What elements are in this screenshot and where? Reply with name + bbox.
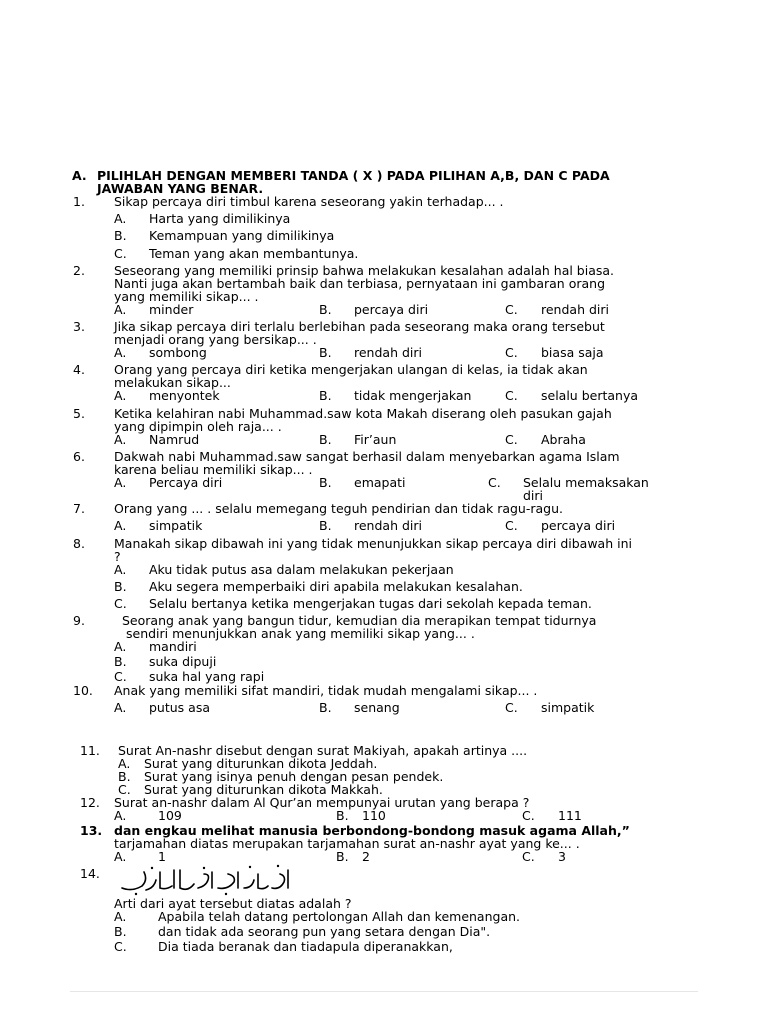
option-label: C.	[522, 849, 535, 864]
section-instruction: PILIHLAH DENGAN MEMBERI TANDA ( X ) PADA PILIHAN A,B, DAN C PADA	[97, 168, 610, 183]
option-text: putus asa	[149, 700, 210, 715]
option-text: emapati	[354, 475, 406, 490]
option-text: selalu bertanya	[541, 388, 639, 403]
option-label: A.	[114, 345, 127, 360]
option-text: percaya diri	[541, 518, 616, 533]
option-label: C.	[488, 475, 501, 490]
question-text: Orang yang ... . selalu memegang teguh pendirian dan tidak ragu-ragu.	[114, 501, 563, 516]
option-text: Surat yang isinya penuh dengan pesan pendek.	[144, 769, 444, 784]
option-text: Fir’aun	[354, 432, 397, 447]
question-number: 4.	[73, 362, 85, 377]
option-label: B.	[114, 228, 127, 243]
option-label: C.	[114, 596, 127, 611]
question-text: tarjamahan diatas merupakan tarjamahan surat an-nashr ayat yang ke... .	[114, 836, 580, 851]
option-label: A.	[114, 211, 127, 226]
option-label: B.	[114, 579, 127, 594]
option-label: A.	[114, 388, 127, 403]
option-label: B.	[336, 849, 349, 864]
option-label: C.	[505, 302, 518, 317]
option-label: A.	[114, 475, 127, 490]
option-label: A.	[118, 756, 131, 771]
question-text: Manakah sikap dibawah ini yang tidak menunjukkan sikap percaya diri dibawah ini	[114, 536, 632, 551]
option-text: mandiri	[149, 639, 197, 654]
option-text: Namrud	[149, 432, 200, 447]
question-text: sendiri menunjukkan anak yang memiliki sikap yang... .	[126, 626, 475, 641]
option-text: Apabila telah datang pertolongan Allah dan kemenangan.	[158, 909, 520, 924]
option-label: A.	[114, 700, 127, 715]
option-text: simpatik	[149, 518, 203, 533]
option-text: suka dipuji	[149, 654, 217, 669]
option-label: A.	[114, 849, 127, 864]
option-label: C.	[118, 782, 131, 797]
question-text: Jika sikap percaya diri terlalu berlebihan pada seseorang maka orang tersebut	[114, 319, 605, 334]
option-text: 1	[158, 849, 166, 864]
question-text: menjadi orang yang bersikap... .	[114, 332, 317, 347]
question-number: 14.	[80, 866, 100, 881]
option-label: A.	[114, 639, 127, 654]
option-label: B.	[319, 432, 332, 447]
question-number: 7.	[73, 501, 85, 516]
option-text: biasa saja	[541, 345, 604, 360]
option-label: A.	[114, 518, 127, 533]
option-label: B.	[319, 345, 332, 360]
question-text: Ketika kelahiran nabi Muhammad.saw kota Makah diserang oleh pasukan gajah	[114, 406, 612, 421]
option-text: 110	[362, 808, 386, 823]
option-label: C.	[505, 388, 518, 403]
option-text: Aku tidak putus asa dalam melakukan pekerjaan	[149, 562, 454, 577]
question-text: ?	[114, 549, 121, 564]
option-text: Abraha	[541, 432, 586, 447]
question-number: 9.	[73, 613, 85, 628]
option-text: tidak mengerjakan	[354, 388, 472, 403]
question-number: 3.	[73, 319, 85, 334]
option-label: C.	[114, 939, 127, 954]
option-label: A.	[114, 808, 127, 823]
option-text: Selalu bertanya ketika mengerjakan tugas dari sekolah kepada teman.	[149, 596, 592, 611]
option-label: B.	[114, 924, 127, 939]
question-text: Surat an-nashr dalam Al Qur’an mempunyai urutan yang berapa ?	[114, 795, 530, 810]
option-text: simpatik	[541, 700, 595, 715]
option-text: percaya diri	[354, 302, 429, 317]
question-number: 2.	[73, 263, 85, 278]
option-label: B.	[319, 475, 332, 490]
option-label: B.	[319, 302, 332, 317]
section-instruction-cont: JAWABAN YANG BENAR.	[97, 181, 264, 196]
question-text: Surat An-nashr disebut dengan surat Makiyah, apakah artinya ....	[118, 743, 528, 758]
option-text: Harta yang dimilikinya	[149, 211, 291, 226]
question-number: 11.	[80, 743, 100, 758]
option-label: C.	[505, 518, 518, 533]
option-text: Teman yang akan membantunya.	[149, 246, 359, 261]
option-text: Dia tiada beranak dan tiadapula diperanakkan,	[158, 939, 453, 954]
option-label: B.	[336, 808, 349, 823]
question-text: Seseorang yang memiliki prinsip bahwa melakukan kesalahan adalah hal biasa.	[114, 263, 615, 278]
option-text: Percaya diri	[149, 475, 223, 490]
question-text: karena beliau memiliki sikap... .	[114, 462, 313, 477]
question-text: Nanti juga akan bertambah baik dan terbiasa, pernyataan ini gambaran orang	[114, 276, 606, 291]
option-label: C.	[114, 246, 127, 261]
arabic-verse-image	[116, 862, 296, 898]
question-text: Sikap percaya diri timbul karena seseorang yakin terhadap... .	[114, 194, 504, 209]
option-label: C.	[505, 700, 518, 715]
question-number: 10.	[73, 683, 93, 698]
option-text: rendah diri	[541, 302, 609, 317]
option-text: sombong	[149, 345, 207, 360]
option-text: Surat yang diturunkan dikota Jeddah.	[144, 756, 378, 771]
option-text: 111	[558, 808, 582, 823]
option-text: Kemampuan yang dimilikinya	[149, 228, 335, 243]
option-text: 2	[362, 849, 370, 864]
question-text: Seorang anak yang bangun tidur, kemudian dia merapikan tempat tidurnya	[122, 613, 597, 628]
option-text: Aku segera memperbaiki diri apabila melakukan kesalahan.	[149, 579, 523, 594]
option-label: B.	[319, 700, 332, 715]
section-letter: A.	[72, 168, 87, 183]
option-text: diri	[523, 488, 544, 503]
question-text: Arti dari ayat tersebut diatas adalah ?	[114, 896, 352, 911]
question-number: 1.	[73, 194, 85, 209]
option-text: menyontek	[149, 388, 220, 403]
question-text: yang memiliki sikap... .	[114, 289, 259, 304]
option-label: B.	[118, 769, 131, 784]
option-text: suka hal yang rapi	[149, 669, 265, 684]
question-text: Dakwah nabi Muhammad.saw sangat berhasil dalam menyebarkan agama Islam	[114, 449, 620, 464]
option-label: A.	[114, 562, 127, 577]
option-label: A.	[114, 909, 127, 924]
question-text: dan engkau melihat manusia berbondong-bondong masuk agama Allah,”	[114, 823, 630, 838]
question-text: Anak yang memiliki sifat mandiri, tidak mudah mengalami sikap... .	[114, 683, 538, 698]
option-text: rendah diri	[354, 518, 422, 533]
option-label: A.	[114, 302, 127, 317]
option-label: B.	[319, 388, 332, 403]
question-text: Orang yang percaya diri ketika mengerjakan ulangan di kelas, ia tidak akan	[114, 362, 588, 377]
option-label: C.	[505, 345, 518, 360]
option-label: C.	[505, 432, 518, 447]
page-divider	[70, 991, 698, 992]
option-label: A.	[114, 432, 127, 447]
option-text: Selalu memaksakan	[523, 475, 649, 490]
option-text: senang	[354, 700, 400, 715]
question-number: 6.	[73, 449, 85, 464]
option-label: C.	[522, 808, 535, 823]
option-text: 109	[158, 808, 182, 823]
question-number: 5.	[73, 406, 85, 421]
question-text: yang dipimpin oleh raja... .	[114, 419, 282, 434]
question-number: 12.	[80, 795, 100, 810]
question-text: melakukan sikap...	[114, 375, 231, 390]
option-label: B.	[319, 518, 332, 533]
question-number: 8.	[73, 536, 85, 551]
option-label: B.	[114, 654, 127, 669]
option-text: 3	[558, 849, 566, 864]
option-text: minder	[149, 302, 194, 317]
question-number: 13.	[80, 823, 103, 838]
option-text: Surat yang diturunkan dikota Makkah.	[144, 782, 383, 797]
option-label: C.	[114, 669, 127, 684]
option-text: rendah diri	[354, 345, 422, 360]
option-text: dan tidak ada seorang pun yang setara dengan Dia".	[158, 924, 491, 939]
